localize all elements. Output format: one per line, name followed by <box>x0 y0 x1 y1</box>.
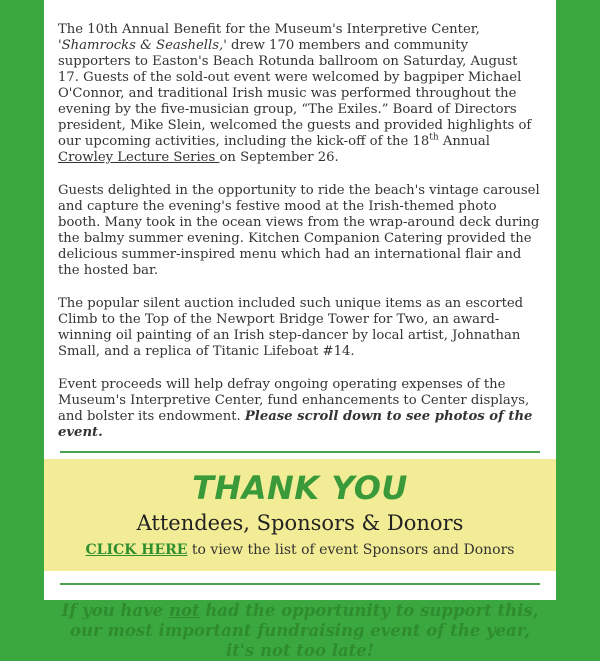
cta-text: to view the list of event Sponsors and Donors <box>187 542 515 558</box>
ordinal-suffix: th <box>429 132 439 143</box>
section-divider <box>60 451 540 453</box>
p1-text-b: drew 170 members and community supporters to Easton's Beach Rotunda ballroom on Saturday, August 17. Guests of the sold-out event were welcomed by bagpiper Michael O'Connor, and traditional Irish music was performed throughout the evening by the five-musician group, “The Exiles.” Board of Directors president, Mike Slein, welcomed the guests and provided highlights of our upcoming activities, including the kick-off of the 18 <box>58 38 532 149</box>
thank-you-title: THANK YOU <box>192 469 408 507</box>
p1-text-c: Annual <box>438 134 490 149</box>
paragraph-4 <box>58 377 542 441</box>
event-name: 'Shamrocks & Seashells,' <box>58 38 227 53</box>
closing-text-a: If you have <box>61 601 169 620</box>
closing-text-b: had the opportunity to support this, our most important fundraising event of the year, it's not too late! <box>70 601 539 660</box>
thank-you-subtitle: Attendees, Sponsors & Donors <box>136 511 464 535</box>
paragraph-3: The popular silent auction included such unique items as an escorted Climb to the Top of the Newport Bridge Tower for Two, an award-winning oil painting of an Irish step-dancer by local artist, Johnathan Small, and a replica of Titanic Lifeboat #14. <box>58 296 524 359</box>
sponsors-cta <box>54 541 546 559</box>
newsletter-panel <box>44 0 556 660</box>
closing-not: not <box>168 601 200 620</box>
thank-you-banner <box>44 459 556 571</box>
lecture-series-link[interactable]: Crowley Lecture Series <box>58 150 220 165</box>
article-body <box>44 0 556 441</box>
paragraph-1 <box>58 22 542 166</box>
p1-text-d: on September 26. <box>219 150 339 165</box>
click-here-link[interactable]: CLICK HERE <box>85 542 188 558</box>
p1-text-a: The 10th Annual Benefit for the Museum's Interpretive Center, <box>58 22 480 37</box>
paragraph-2: Guests delighted in the opportunity to ride the beach's vintage carousel and capture the evening's festive mood at the Irish-themed photo booth. Many took in the ocean views from the wrap-around deck during the balmy summer evening. Kitchen Companion Catering provided the delicious summer-inspired menu which had an international flair and the hosted bar. <box>58 183 540 278</box>
section-divider-2 <box>60 583 540 585</box>
p4-text: Event proceeds will help defray ongoing operating expenses of the Museum's Interpretive Center, fund enhancements to Center displays, and bolster its endowment. <box>58 377 530 424</box>
scroll-hint: Please scroll down to see photos of the event. <box>58 409 533 440</box>
closing-message <box>44 601 556 661</box>
